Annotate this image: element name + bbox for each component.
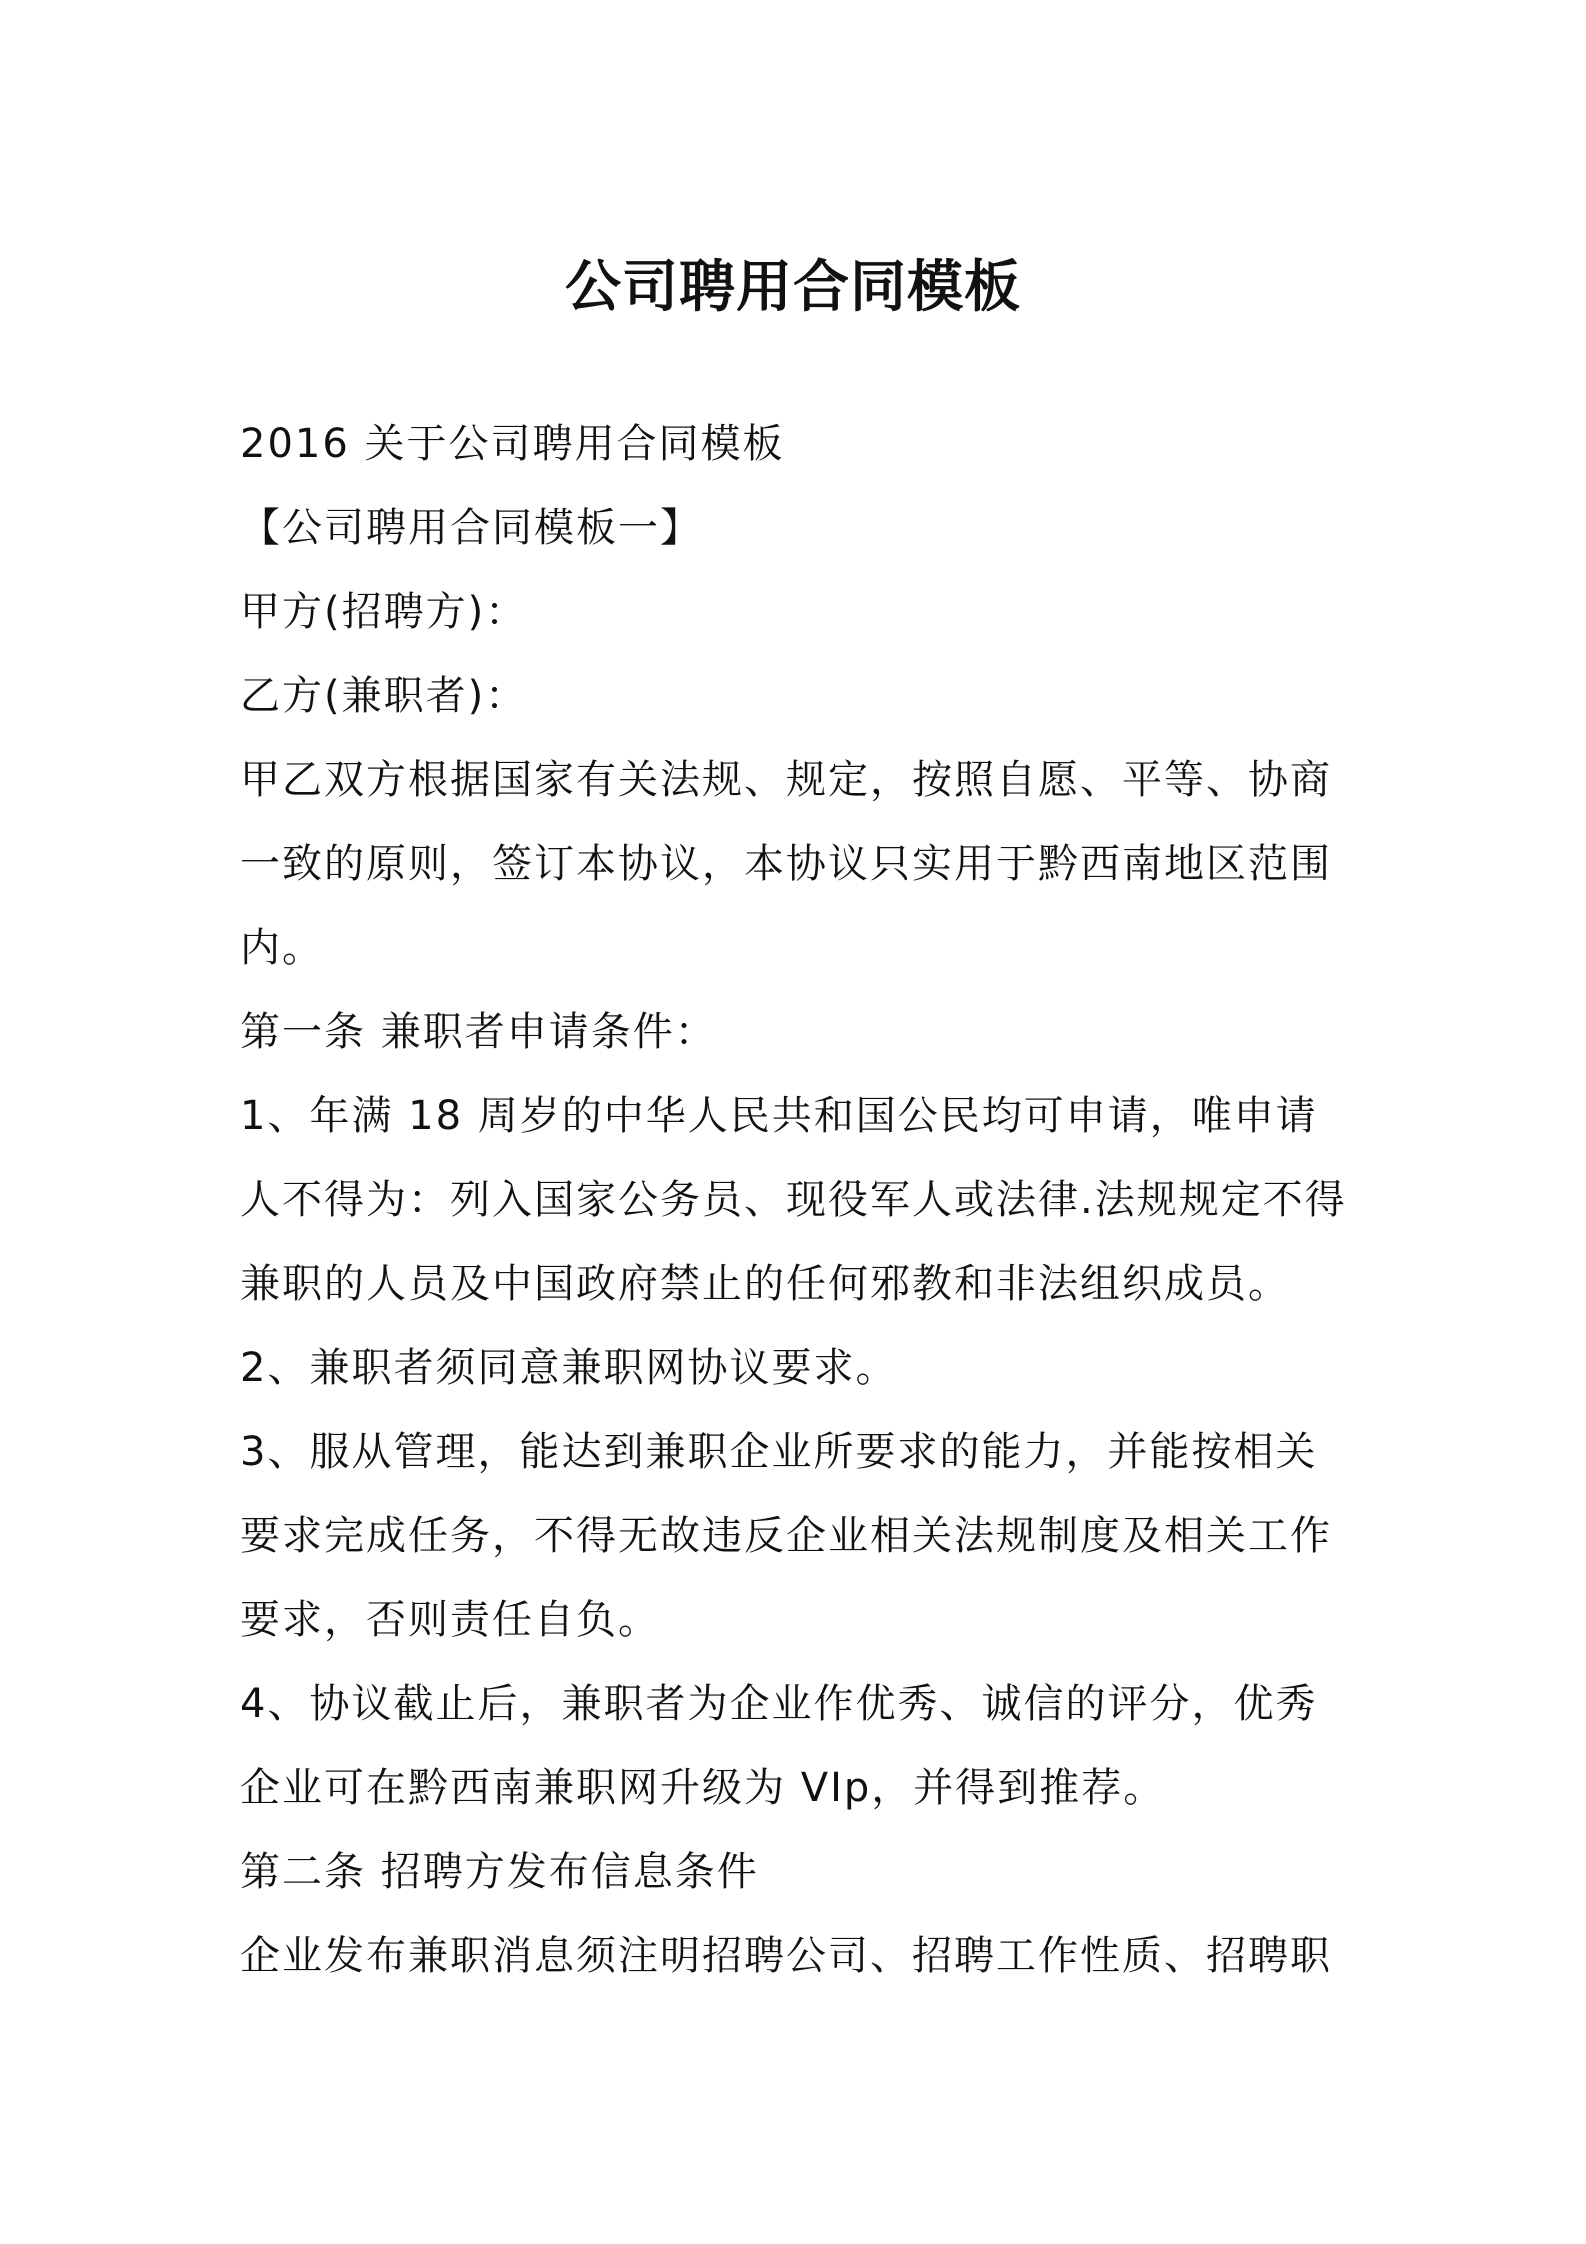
article-two-heading: 第二条 招聘方发布信息条件 <box>240 1849 759 1895</box>
preamble-paragraph: 甲乙双方根据国家有关法规、规定，按照自愿、平等、协商一致的原则，签订本协议，本协议只实用于黔西南地区范围内。 <box>240 757 1332 971</box>
clause-2: 2、兼职者须同意兼职网协议要求。 <box>240 1345 898 1391</box>
party-b-line: 乙方(兼职者)： <box>240 673 528 719</box>
article-one-heading: 第一条 兼职者申请条件： <box>240 1009 717 1055</box>
document-body <box>240 402 1358 1998</box>
clause-4: 4、协议截止后，兼职者为企业作优秀、诚信的评分，优秀企业可在黔西南兼职网升级为 VIp，并得到推荐。 <box>240 1681 1318 1811</box>
clause-1: 1、年满 18 周岁的中华人民共和国公民均可申请，唯申请人不得为：列入国家公务员、现役军人或法律.法规规定不得兼职的人员及中国政府禁止的任何邪教和非法组织成员。 <box>240 1093 1347 1307</box>
section-heading-template-one: 【公司聘用合同模板一】 <box>240 505 702 551</box>
subtitle-line: 2016 关于公司聘用合同模板 <box>240 421 785 467</box>
party-a-line: 甲方(招聘方)： <box>240 589 528 635</box>
document-title: 公司聘用合同模板 <box>565 255 1021 320</box>
article-two-paragraph: 企业发布兼职消息须注明招聘公司、招聘工作性质、招聘职 <box>240 1933 1332 1979</box>
clause-3: 3、服从管理，能达到兼职企业所要求的能力，并能按相关要求完成任务，不得无故违反企业相关法规制度及相关工作要求，否则责任自负。 <box>240 1429 1332 1643</box>
